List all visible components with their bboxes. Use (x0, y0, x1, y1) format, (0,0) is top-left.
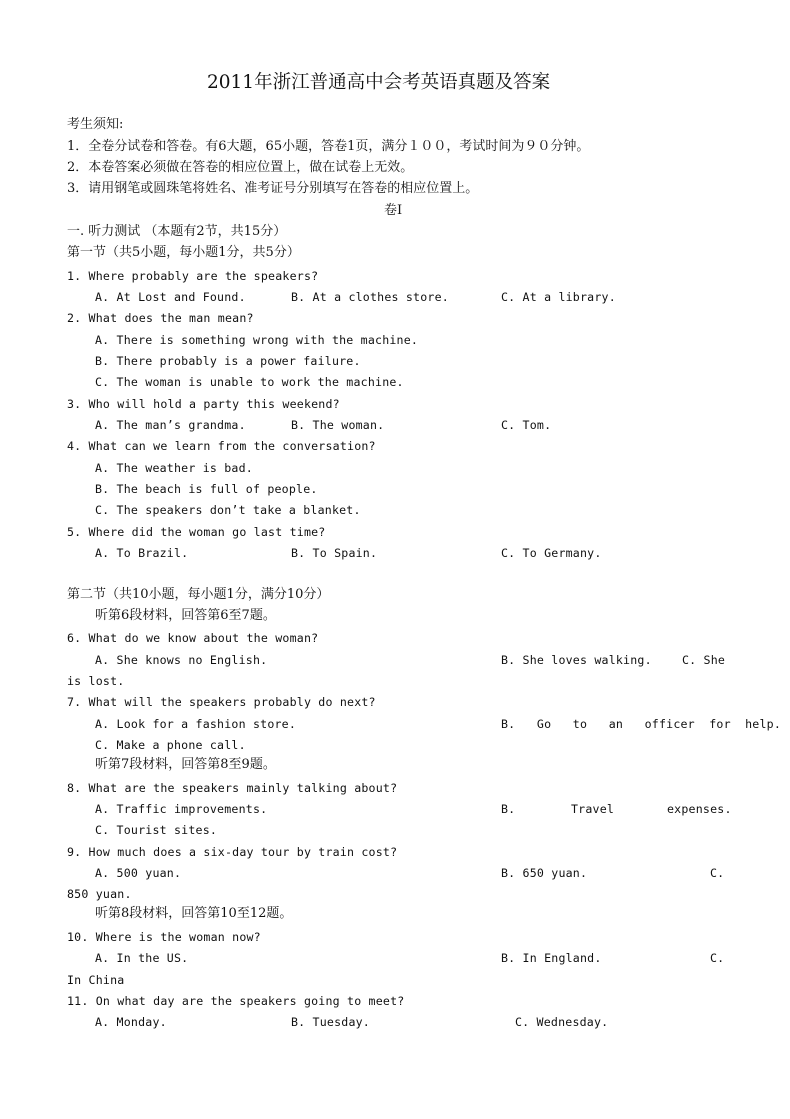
question-8-option-b-label: B. (501, 802, 516, 816)
question-5-option-c: C. To Germany. (501, 546, 602, 560)
question-6-option-c: C. She (682, 653, 726, 667)
material-7-instruction: 听第7段材料，回答第8至9题。 (95, 757, 276, 772)
question-10-option-c-label: C. (710, 951, 725, 965)
question-11-stem: 11. On what day are the speakers going to meet? (67, 994, 405, 1008)
question-8-option-c: C. Tourist sites. (95, 823, 218, 837)
question-9-option-c-label: C. (710, 866, 725, 880)
material-6-instruction: 听第6段材料，回答第6至7题。 (95, 608, 276, 623)
question-10-stem: 10. Where is the woman now? (67, 930, 261, 944)
question-5-stem: 5. Where did the woman go last time? (67, 525, 326, 539)
question-8-option-b-word-2: expenses. (667, 802, 732, 816)
question-6-option-a: A. She knows no English. (95, 653, 268, 667)
notice-header: 考生须知: (67, 117, 124, 132)
notice-item-3: 3．请用钢笔或圆珠笔将姓名、准考证号分别填写在答卷的相应位置上。 (67, 181, 479, 196)
question-1-stem: 1. Where probably are the speakers? (67, 269, 319, 283)
question-10-option-c-value: In China (67, 973, 125, 987)
question-1-option-a: A. At Lost and Found. (95, 290, 246, 304)
question-10-option-a: A. In the US. (95, 951, 189, 965)
question-3-stem: 3. Who will hold a party this weekend? (67, 397, 340, 411)
question-5-option-b: B. To Spain. (291, 546, 378, 560)
question-4-stem: 4. What can we learn from the conversation? (67, 439, 376, 453)
question-11-option-a: A. Monday. (95, 1015, 167, 1029)
question-11-option-b: B. Tuesday. (291, 1015, 370, 1029)
volume-label: 卷Ⅰ (384, 203, 403, 218)
question-1-option-c: C. At a library. (501, 290, 616, 304)
part1-title: 一. 听力测试 （本题有2节，共15分） (67, 224, 287, 239)
question-3-option-a: A. The man’s grandma. (95, 418, 246, 432)
section1-title: 第一节（共5小题，每小题1分，共5分） (67, 245, 300, 260)
question-2-option-b: B. There probably is a power failure. (95, 354, 361, 368)
material-8-instruction: 听第8段材料，回答第10至12题。 (95, 906, 293, 921)
question-8-stem: 8. What are the speakers mainly talking about? (67, 781, 398, 795)
question-4-option-b: B. The beach is full of people. (95, 482, 318, 496)
question-5-option-a: A. To Brazil. (95, 546, 189, 560)
section2-title: 第二节（共10小题，每小题1分，满分10分） (67, 587, 330, 602)
question-7-option-a: A. Look for a fashion store. (95, 717, 297, 731)
question-8-option-a: A. Traffic improvements. (95, 802, 268, 816)
question-2-option-a: A. There is something wrong with the machine. (95, 333, 419, 347)
question-7-option-c: C. Make a phone call. (95, 738, 246, 752)
question-10-option-b: B. In England. (501, 951, 602, 965)
question-4-option-a: A. The weather is bad. (95, 461, 253, 475)
question-11-option-c: C. Wednesday. (515, 1015, 609, 1029)
question-3-option-c: C. Tom. (501, 418, 552, 432)
question-2-stem: 2. What does the man mean? (67, 311, 254, 325)
page-title: 2011年浙江普通高中会考英语真题及答案 (207, 72, 551, 93)
question-4-option-c: C. The speakers don’t take a blanket. (95, 503, 361, 517)
question-7-stem: 7. What will the speakers probably do next? (67, 695, 376, 709)
question-6-stem: 6. What do we know about the woman? (67, 631, 319, 645)
question-8-option-b-word-1: Travel (571, 802, 615, 816)
question-7-option-b: B. Go to an officer for help. (501, 717, 782, 731)
question-9-option-b: B. 650 yuan. (501, 866, 588, 880)
question-6-option-c-continued: is lost. (67, 674, 125, 688)
notice-item-1: 1．全卷分试卷和答卷。有6大题，65小题，答卷1页，满分１００，考试时间为９０分钟。 (67, 139, 590, 154)
question-3-option-b: B. The woman. (291, 418, 385, 432)
question-9-option-a: A. 500 yuan. (95, 866, 182, 880)
question-2-option-c: C. The woman is unable to work the machine. (95, 375, 404, 389)
question-1-option-b: B. At a clothes store. (291, 290, 449, 304)
question-9-stem: 9. How much does a six-day tour by train cost? (67, 845, 398, 859)
notice-item-2: 2．本卷答案必须做在答卷的相应位置上，做在试卷上无效。 (67, 160, 414, 175)
question-9-option-c-value: 850 yuan. (67, 887, 132, 901)
question-6-option-b: B. She loves walking. (501, 653, 652, 667)
